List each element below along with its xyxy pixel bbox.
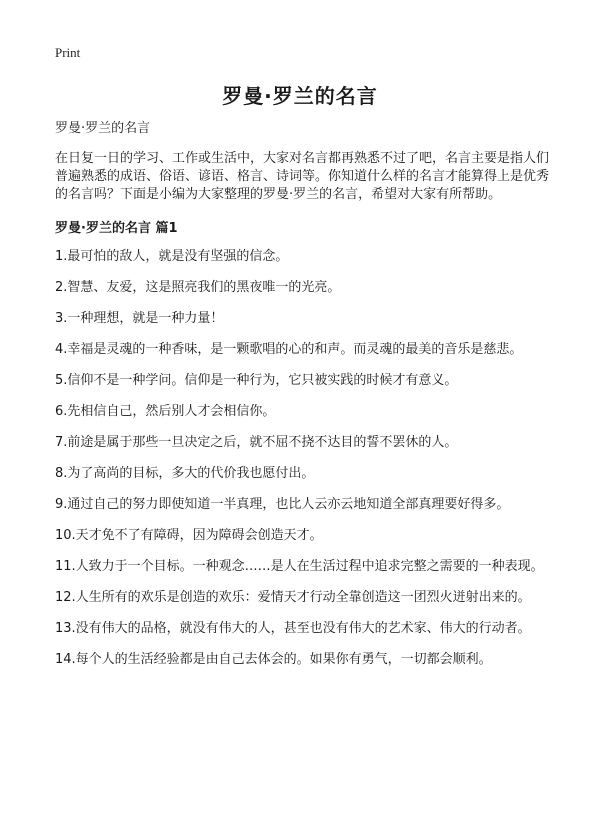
quote-item: 2.智慧、友爱，这是照亮我们的黑夜唯一的光亮。 <box>55 280 341 295</box>
print-link[interactable]: Print <box>55 45 81 60</box>
quote-item: 10.天才免不了有障碍，因为障碍会创造天才。 <box>55 528 323 543</box>
quote-item: 3.一种理想，就是一种力量！ <box>55 311 224 326</box>
quote-item: 14.每个人的生活经验都是由自己去体会的。如果你有勇气，一切都会顺利。 <box>55 652 492 667</box>
quote-item: 9.通过自己的努力即使知道一半真理，也比人云亦云地知道全部真理要好得多。 <box>55 497 510 512</box>
page-title: 罗曼·罗兰的名言 <box>222 84 378 108</box>
quote-item: 13.没有伟大的品格，就没有伟大的人，甚至也没有伟大的艺术家、伟大的行动者。 <box>55 621 531 636</box>
quote-item: 8.为了高尚的目标，多大的代价我也愿付出。 <box>55 466 315 481</box>
quote-item: 1.最可怕的敌人，就是没有坚强的信念。 <box>55 249 289 264</box>
quote-item: 6.先相信自己，然后别人才会相信你。 <box>55 404 276 419</box>
quote-list <box>55 248 555 669</box>
quote-item: 7.前途是属于那些一旦决定之后，就不屈不挠不达目的誓不罢休的人。 <box>55 435 458 450</box>
article-body <box>55 120 555 682</box>
section-heading: 罗曼·罗兰的名言 篇1 <box>55 221 178 236</box>
article-intro: 在日复一日的学习、工作或生活中，大家对名言都再熟悉不过了吧，名言主要是指人们普遍熟悉的成语、俗语、谚语、格言、诗词等。你知道什么样的名言才能算得上是优秀的名言吗？下面是小编为大家整理的罗曼·罗兰的名言，希望对大家有所帮助。 <box>55 151 550 202</box>
quote-item: 11.人致力于一个目标。一种观念……是人在生活过程中追求完整之需要的一种表现。 <box>55 559 544 574</box>
quote-item: 4.幸福是灵魂的一种香味，是一颗歌唱的心的和声。而灵魂的最美的音乐是慈悲。 <box>55 342 523 357</box>
article-subtitle: 罗曼·罗兰的名言 <box>55 121 151 136</box>
quote-item: 5.信仰不是一种学问。信仰是一种行为，它只被实践的时候才有意义。 <box>55 373 458 388</box>
quote-item: 12.人生所有的欢乐是创造的欢乐：爱情天才行动全靠创造这一团烈火迸射出来的。 <box>55 590 531 605</box>
